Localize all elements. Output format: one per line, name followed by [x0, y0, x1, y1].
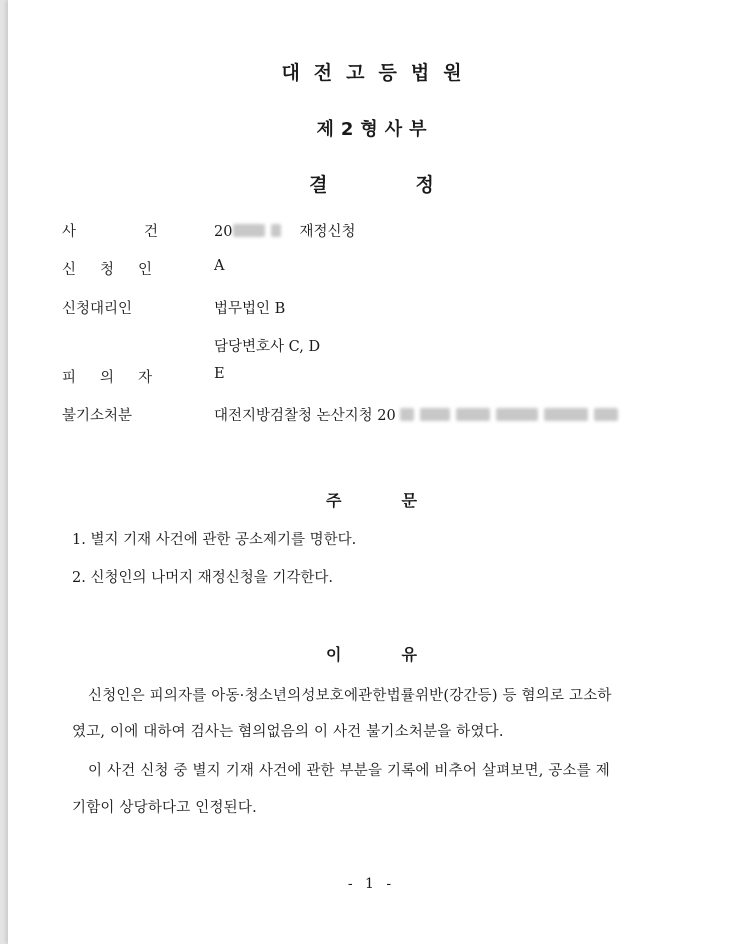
reasons-heading: 이유 — [326, 645, 477, 664]
redacted-block — [400, 408, 414, 421]
field-value-case — [214, 220, 355, 241]
redacted-block — [456, 408, 490, 421]
field-label-agent — [62, 297, 158, 318]
label-char: 의 — [99, 370, 114, 386]
case-type: 재정신청 — [299, 224, 356, 240]
field-value-agent: 법무법인 B — [214, 301, 286, 317]
order-heading: 주문 — [326, 491, 477, 510]
field-value-suspect: E — [214, 366, 225, 382]
label-char: 인 — [137, 262, 152, 278]
redacted-block — [271, 224, 281, 237]
redacted-block — [496, 408, 538, 421]
field-label-case — [62, 220, 158, 241]
case-number-prefix: 20 — [214, 224, 233, 240]
label-char: 건 — [143, 224, 158, 240]
label-char: 청 — [99, 262, 114, 278]
label-char: 사 — [62, 224, 77, 240]
label-char: 피 — [62, 370, 77, 386]
division-name: 제2형사부 — [316, 119, 434, 140]
reasons-line: 였고, 이에 대하여 검사는 혐의없음의 이 사건 불기소처분을 하였다. — [72, 724, 504, 740]
document-type-title: 결정 — [309, 174, 522, 196]
label-char: 자 — [137, 370, 152, 386]
field-value-disposition — [214, 404, 624, 425]
order-item: 2. 신청인의 나머지 재정신청을 기각한다. — [72, 570, 333, 586]
reasons-line: 신청인은 피의자를 아동·청소년의성보호에관한법률위반(강간등) 등 혐의로 고소하 — [88, 688, 612, 704]
redacted-block — [594, 408, 618, 421]
field-value-applicant: A — [214, 258, 225, 274]
label-text: 신청대리인 — [62, 301, 133, 317]
reasons-line: 이 사건 신청 중 별지 기재 사건에 관한 부분을 기록에 비추어 살펴보면, 공소를 제 — [88, 763, 610, 779]
reasons-line: 기함이 상당하다고 인정된다. — [72, 800, 257, 816]
redacted-block — [544, 408, 588, 421]
order-item: 1. 별지 기재 사건에 관한 공소제기를 명한다. — [72, 532, 357, 548]
court-name: 대전고등법원 — [281, 62, 476, 84]
redacted-block — [233, 224, 265, 237]
field-label-suspect — [62, 366, 152, 387]
label-char: 신 — [62, 262, 77, 278]
field-label-disposition — [62, 404, 158, 425]
disposition-office: 대전지방검찰청 논산지청 20 — [214, 408, 396, 424]
page-number: - 1 - — [347, 876, 396, 892]
field-value-agent-lawyers: 담당변호사 C, D — [214, 339, 321, 355]
redacted-block — [420, 408, 450, 421]
label-text: 불기소처분 — [62, 408, 133, 424]
field-label-applicant — [62, 258, 152, 279]
